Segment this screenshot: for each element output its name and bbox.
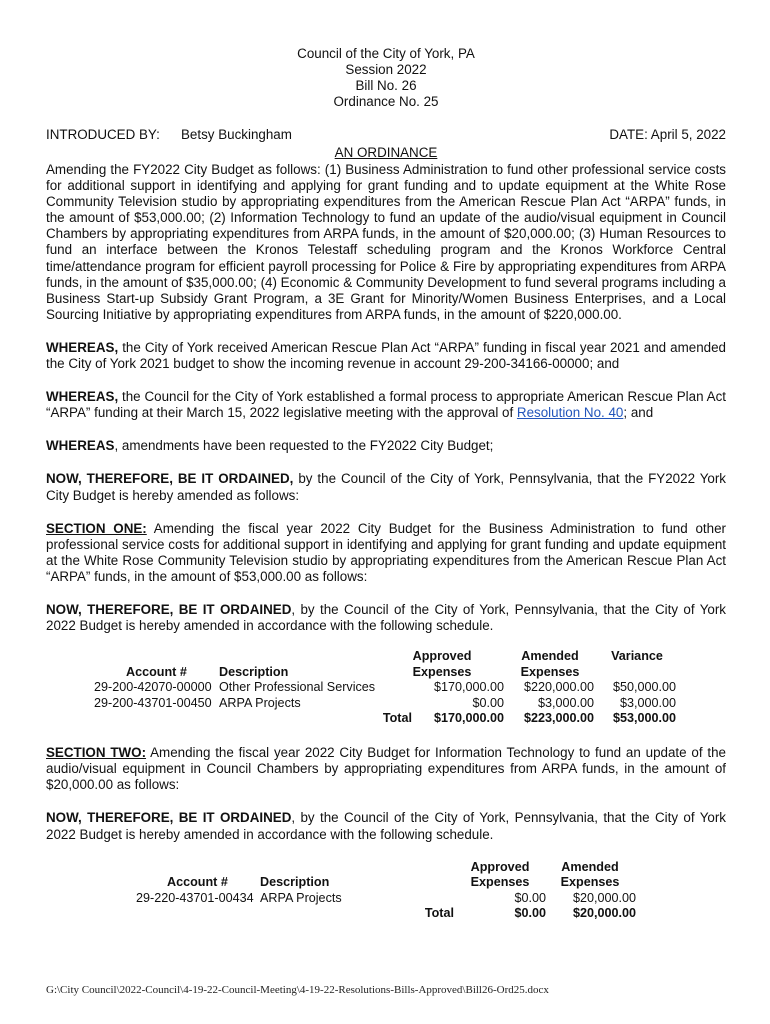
whereas-paragraph-2 xyxy=(46,389,726,421)
budget-table-section-one xyxy=(46,649,726,726)
introducer-name: Betsy Buckingham xyxy=(181,127,292,142)
row2-variance: $3,000.00 xyxy=(619,695,676,710)
council-name: Council of the City of York, PA xyxy=(297,46,475,61)
resolution-40-link[interactable]: Resolution No. 40 xyxy=(516,405,624,421)
ordained-lead: NOW, THEREFORE, BE IT ORDAINED xyxy=(46,601,292,617)
budget-table-section-two xyxy=(46,860,726,924)
ordained-paragraph-3 xyxy=(46,810,726,842)
header-amended: Amended Expenses xyxy=(520,649,580,679)
section-two-heading: SECTION TWO: xyxy=(46,745,147,761)
row1-approved: $0.00 xyxy=(514,890,546,905)
ordained-text: by the Council of the City of York, Pennsylvania, that the FY2022 York City Budget is hereby amended as follows: xyxy=(46,471,727,503)
row2-amended: $3,000.00 xyxy=(537,695,594,710)
introduced-date: DATE: April 5, 2022 xyxy=(609,127,726,142)
header-account: Account # xyxy=(126,664,187,679)
ordinance-number: Ordinance No. 25 xyxy=(333,94,439,109)
whereas-lead: WHEREAS xyxy=(46,438,115,454)
document-header xyxy=(46,46,726,110)
section-two-paragraph xyxy=(46,745,726,793)
total-variance: $53,000.00 xyxy=(612,711,676,726)
row1-amended: $20,000.00 xyxy=(572,890,636,905)
ordained-lead: NOW, THEREFORE, BE IT ORDAINED xyxy=(46,810,292,826)
header-approved: Approved Expenses xyxy=(470,859,530,890)
total-approved: $170,000.00 xyxy=(433,711,504,726)
header-account: Account # xyxy=(167,875,228,890)
header-description: Description xyxy=(219,664,289,679)
row2-approved: $0.00 xyxy=(472,695,504,710)
session: Session 2022 xyxy=(345,62,427,77)
row2-description: ARPA Projects xyxy=(219,695,301,710)
section-one-heading: SECTION ONE: xyxy=(46,520,147,536)
header-approved: Approved Expenses xyxy=(412,649,472,679)
row1-amended: $220,000.00 xyxy=(523,680,594,695)
total-amended: $20,000.00 xyxy=(572,906,636,921)
header-description: Description xyxy=(260,875,330,890)
ordained-text: , by the Council of the City of York, Pennsylvania, that the City of York 2022 Budget is hereby amended in accordance with the following schedule. xyxy=(46,810,727,842)
ordinance-summary: Amending the FY2022 City Budget as follows: (1) Business Administration to fund other professional service costs for additional support in identifying and applying for grant funding and to update equipment at the White Rose Community Television studio by appropriating expenditures from the American Rescue Plan Act “ARPA” funds, in the amount of $53,000.00; (2) Information Technology to fund an update of the audio/visual equipment in Council Chambers by appropriating expenditures from ARPA funds, in the amount of $20,000.00; (3) Human Resources to fund an interface between the Kronos Telestaff scheduling program and the Kronos Workforce Central time/attendance program for efficient payroll processing for Police & Fire by appropriating expenditures from ARPA funds, in the amount of $35,000.00; (4) Economic & Community Development to fund several programs including a Business Start-up Subsidy Grant Program, a 3E Grant for Minority/Women Business Enterprises, and a Local Sourcing Initiative by appropriating expenditures from ARPA funds, in the amount of $220,000.00. xyxy=(46,162,726,322)
file-path-footer: G:\City Council\2022-Council\4-19-22-Council-Meeting\4-19-22-Resolutions-Bills-Approved\Bill26-Ord25.docx xyxy=(46,984,549,996)
total-amended: $223,000.00 xyxy=(523,711,594,726)
row2-account: 29-200-43701-00450 xyxy=(94,695,212,710)
introduced-by-row xyxy=(46,127,726,143)
whereas-text: the City of York received American Rescue Plan Act “ARPA” funding in fiscal year 2021 and amended the City of York 2021 budget to show the incoming revenue in account 29-200-34166-00000; and xyxy=(46,339,726,372)
row1-description: Other Professional Services xyxy=(219,680,376,695)
section-one-paragraph xyxy=(46,521,726,585)
ordained-paragraph-1 xyxy=(46,471,726,503)
ordained-lead: NOW, THEREFORE, BE IT ORDAINED, xyxy=(46,471,294,487)
header-variance: Variance xyxy=(611,649,663,664)
ordinance-title: AN ORDINANCE xyxy=(334,145,438,160)
row1-variance: $50,000.00 xyxy=(612,680,676,695)
total-label: Total xyxy=(382,711,412,726)
ordained-paragraph-2 xyxy=(46,602,726,634)
whereas-text: the Council for the City of York established a formal process to appropriate American Rescue Plan Act “ARPA” funding at their March 15, 2022 legislative meeting with the approval of xyxy=(46,389,726,421)
whereas-paragraph-3 xyxy=(46,438,726,454)
whereas-tail: ; and xyxy=(623,405,654,421)
introduced-by-label: INTRODUCED BY: xyxy=(46,127,160,142)
row1-description: ARPA Projects xyxy=(260,890,342,905)
row1-account: 29-220-43701-00434 xyxy=(136,890,254,905)
whereas-lead: WHEREAS, xyxy=(46,389,119,405)
row1-approved: $170,000.00 xyxy=(433,680,504,695)
whereas-lead: WHEREAS, xyxy=(46,339,119,355)
total-approved: $0.00 xyxy=(514,906,546,921)
whereas-paragraph-1 xyxy=(46,340,726,372)
bill-number: Bill No. 26 xyxy=(355,78,417,93)
section-one-text: Amending the fiscal year 2022 City Budget for the Business Administration to fund other professional service costs for additional support in identifying and applying for grant funding and update equipment at the White Rose Community Television studio by appropriating expenditures from the American Rescue Plan Act “ARPA” funds, in the amount of $53,000.00 as follows: xyxy=(46,520,726,584)
header-amended: Amended Expenses xyxy=(560,859,620,890)
whereas-text: , amendments have been requested to the FY2022 City Budget; xyxy=(114,438,494,454)
row1-account: 29-200-42070-00000 xyxy=(94,680,212,695)
ordained-text: , by the Council of the City of York, Pennsylvania, that the City of York 2022 Budget is hereby amended in accordance with the following schedule. xyxy=(46,601,727,634)
document-page xyxy=(46,46,726,924)
total-label: Total xyxy=(424,906,454,921)
section-two-text: Amending the fiscal year 2022 City Budget for Information Technology to fund an update of the audio/visual equipment in Council Chambers by appropriating expenditures from ARPA funds, in the amount of $20,000.00 as follows: xyxy=(46,745,726,793)
